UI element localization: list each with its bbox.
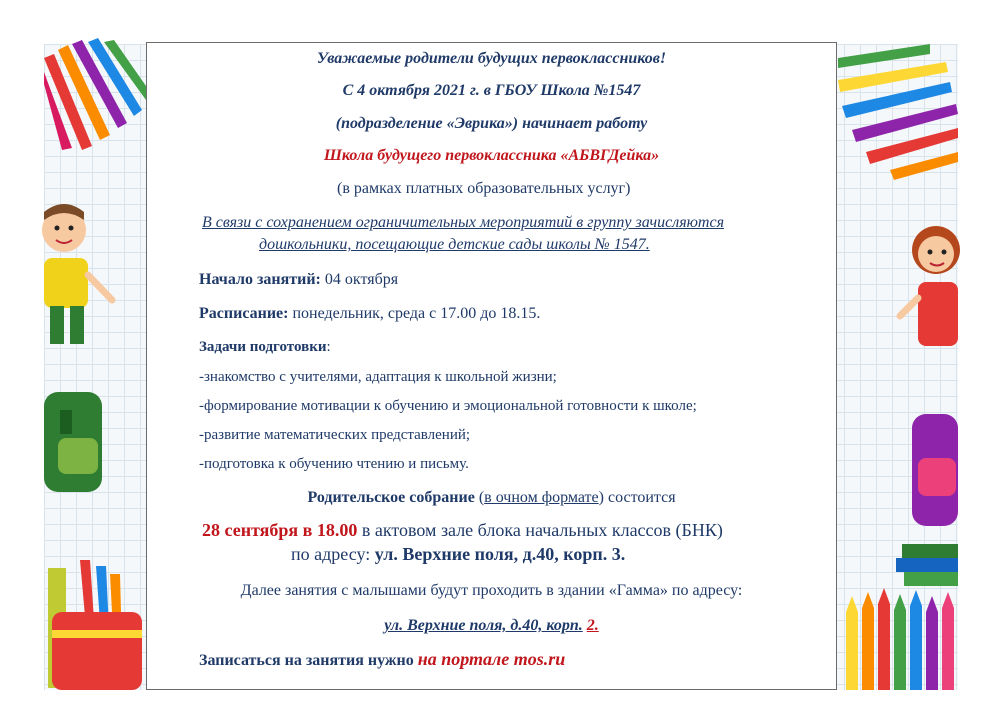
meeting-place: в актовом зале блока начальных классов (БНК) bbox=[357, 520, 723, 540]
meeting-address-prefix: по адресу: bbox=[291, 544, 375, 564]
parent-meeting bbox=[147, 489, 836, 507]
parent-meeting-paren: ( bbox=[474, 489, 485, 506]
tasks-title bbox=[199, 339, 331, 356]
pencils-top-left bbox=[44, 38, 146, 150]
further-classes-note: Далее занятия с малышами будут проходить в здании «Гамма» по адресу: bbox=[240, 582, 743, 599]
boy-figure bbox=[42, 204, 112, 344]
classes-start bbox=[199, 271, 398, 289]
parent-meeting-label: Родительское собрание bbox=[307, 489, 475, 506]
signup-text: Записаться на занятия нужно bbox=[199, 652, 418, 669]
schedule bbox=[199, 305, 540, 323]
start-date-line: С 4 октября 2021 г. в ГБОУ Школа №1547 bbox=[342, 82, 641, 99]
schedule-label: Расписание: bbox=[199, 305, 289, 322]
program-title: Школа будущего первоклассника «АБВГДейка» bbox=[323, 147, 660, 164]
pencils-top-right bbox=[838, 44, 958, 180]
task-item: -знакомство с учителями, адаптация к школьной жизни; bbox=[199, 369, 557, 385]
subdivision-line: (подразделение «Эврика») начинает работу bbox=[335, 115, 648, 132]
meeting-format: в очном формате bbox=[484, 489, 599, 506]
task-item: -подготовка к обучению чтению и письму. bbox=[199, 456, 469, 472]
gamma-address-number: 2. bbox=[586, 617, 599, 634]
crayons-bottom-right bbox=[846, 588, 954, 690]
task-item: -развитие математических представлений; bbox=[199, 427, 471, 443]
portal-link[interactable]: на портале mos.ru bbox=[417, 649, 566, 669]
backpack-right bbox=[912, 414, 958, 526]
parent-meeting-rest: ) состоится bbox=[598, 489, 676, 506]
classes-start-value: 04 октября bbox=[320, 271, 399, 288]
pencil-cup bbox=[48, 560, 142, 690]
meeting-address bbox=[291, 544, 625, 565]
girl-figure bbox=[900, 226, 960, 346]
signup-line bbox=[199, 649, 565, 670]
tasks-title-colon: : bbox=[326, 339, 331, 355]
tasks-title-text: Задачи подготовки bbox=[199, 339, 327, 355]
books-stack bbox=[896, 544, 958, 586]
backpack-left bbox=[44, 392, 102, 492]
schedule-value: понедельник, среда с 17.00 до 18.15. bbox=[288, 305, 541, 322]
meeting-date: 28 сентября в 18.00 bbox=[202, 520, 358, 540]
gamma-address-main: ул. Верхние поля, д.40, корп. bbox=[384, 617, 583, 634]
restriction-notice-line2: дошкольники, посещающие детские сады школы № 1547. bbox=[259, 236, 650, 253]
classes-start-label: Начало занятий: bbox=[199, 271, 321, 288]
gamma-address bbox=[147, 617, 836, 635]
meeting-date-place bbox=[202, 520, 723, 541]
restriction-notice-line1: В связи с сохранением ограничительных мероприятий в группу зачисляются bbox=[202, 214, 725, 231]
greeting-line: Уважаемые родители будущих первоклассников! bbox=[316, 50, 667, 67]
announcement-sheet bbox=[146, 42, 837, 690]
task-item: -формирование мотивации к обучению и эмоциональной готовности к школе; bbox=[199, 398, 697, 414]
meeting-address-value: ул. Верхние поля, д.40, корп. 3. bbox=[374, 544, 626, 564]
paid-services-note: (в рамках платных образовательных услуг) bbox=[337, 180, 631, 197]
